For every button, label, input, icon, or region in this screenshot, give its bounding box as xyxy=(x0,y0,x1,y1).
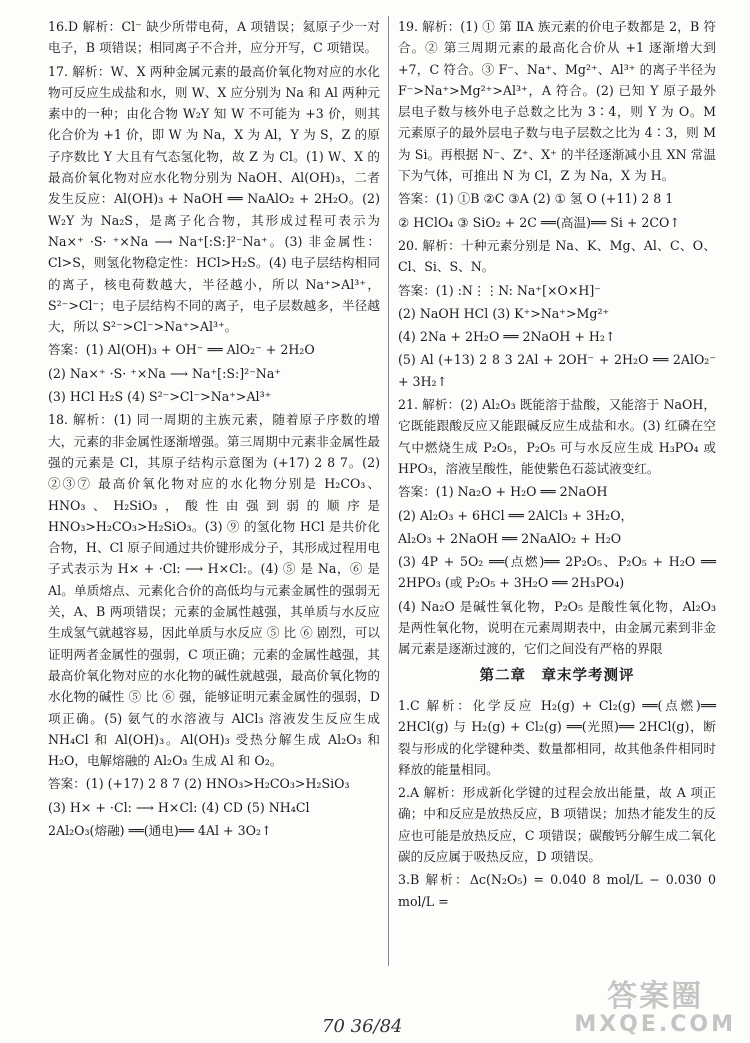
q21-answer-1: 答案：(1) Na₂O + H₂O ══ 2NaOH xyxy=(398,484,608,500)
q21-analysis: 21. 解析：(2) Al₂O₃ 既能溶于盐酸，又能溶于 NaOH，它既能跟酸反应又能跟碱反应生成盐和水。(3) 红磷在空气中燃烧生成 P₂O₅，P₂O₅ 可与水反应生成 H₃PO₄ 或 HPO₃，溶液呈酸性，能使紫色石蕊试液变红。 xyxy=(398,397,716,476)
q19-analysis: 19. 解析：(1) ① 第 ⅡA 族元素的价电子数都是 2，B 符合。② 第三周期元素的最高化合价从 +1 逐渐增大到 +7，C 符合。③ F⁻、Na⁺、Mg²⁺、Al³⁺ 的离子半径为 F⁻>Na⁺>Mg²⁺>Al³⁺，A 符合。(2) 已知 Y 原子最外层电子数与核外电子总数之比为 3∶4，则 Y 为 O。M 元素原子的最外层电子数与电子层数之比为 4∶3，则 M 为 Si。再根据 N⁻、Z⁺、X⁺ 的半径逐渐减小且 XN 常温下为气体，可推出 N 为 Cl，Z 为 Na，X 为 H。 xyxy=(398,19,716,184)
q17-analysis: 17. 解析：W、X 两种金属元素的最高价氧化物对应的水化物可反应生成盐和水，则 W、X 应分别为 Na 和 Al 两种元素中的一种；由化合物 W₂Y 知 W 不可能为 +3 价，则其化合价为 +1 价，即 W 为 Na，X 为 Al，Y 为 S，Z 的原子序数比 Y 大且有气态氢化物，故 Z 为 Cl。(1) W、X 的最高价氧化物对应水化物分别为 NaOH、Al(OH)₃，二者发生反应：Al(OH)₃ + NaOH ══ NaAlO₂ + 2H₂O。(2) W₂Y 为 Na₂S，是离子化合物，其形成过程可表示为 Na×⁺ ·S· ⁺×Na ⟶ Na⁺[:S:]²⁻Na⁺。(3) 非金属性：Cl>S，则氢化物稳定性：HCl>H₂S。(4) 电子层结构相同的离子，核电荷数越大，半径越小，所以 Na⁺>Al³⁺，S²⁻>Cl⁻；电子层结构不同的离子，电子层数越多，半径越大，所以 S²⁻>Cl⁻>Na⁺>Al³⁺。 xyxy=(48,63,380,335)
column-divider xyxy=(388,16,389,966)
q20-answer-4: (5) Al (+13) 2 8 3 2Al + 2OH⁻ + 2H₂O ══ 2AlO₂⁻ + 3H₂↑ xyxy=(398,352,716,389)
q21-answer-2: (2) Al₂O₃ + 6HCl ══ 2AlCl₃ + 3H₂O， xyxy=(398,507,634,523)
q20-answer-3: (4) 2Na + 2H₂O ══ 2NaOH + H₂↑ xyxy=(398,329,616,345)
q17-answer-3: (3) HCl H₂S (4) S²⁻>Cl⁻>Na⁺>Al³⁺ xyxy=(48,389,272,405)
chapter-q1: 1.C 解析：化学反应 H₂(g) + Cl₂(g) ══(点燃)══ 2HCl(g) 与 H₂(g) + Cl₂(g) ══(光照)══ 2HCl(g)，断裂与形成的化学键种类、数量都相同，故其他条件相同时释放的能量相同。 xyxy=(398,697,716,777)
q19-answer-1: 答案：(1) ①B ②C ③A (2) ① 氢 O (+11) 2 8 1 xyxy=(398,191,674,207)
q20-analysis: 20. 解析：十种元素分别是 Na、K、Mg、Al、C、O、Cl、Si、S、N。 xyxy=(398,237,716,275)
chapter-q2: 2.A 解析：形成新化学键的过程会放出能量，故 A 项正确；中和反应是放热反应，B 项错误；加热才能发生的反应也可能是放热反应，C 项错误；碳酸钙分解生成二氧化碳的反应属于吸热反应，D 项错误。 xyxy=(398,785,716,864)
handwritten-page-number: 70 36/84 xyxy=(322,1016,403,1037)
q20-answer-1: 答案：(1) :N⋮⋮N: Na⁺[×O×H]⁻ xyxy=(398,282,601,298)
right-column xyxy=(398,16,716,914)
watermark-bottom: MXQE.COM xyxy=(574,1012,736,1037)
site-watermark xyxy=(574,981,736,1037)
q18-answer-1: 答案：(1) (+17) 2 8 7 (2) HNO₃>H₂CO₃>H₂SiO₃ xyxy=(48,776,350,792)
q16-text: 16.D 解析：Cl⁻ 缺少所带电荷，A 项错误；氦原子少一对电子，B 项错误；相同离子不合并，应分开写，C 项错误。 xyxy=(48,19,380,56)
q21-answer-4: (3) 4P + 5O₂ ══(点燃)══ 2P₂O₅、P₂O₅ + H₂O ══ 2HPO₃ (或 P₂O₅ + 3H₂O ══ 2H₃PO₄) xyxy=(398,554,716,591)
chapter-q3: 3.B 解析：Δc(N₂O₅) = 0.040 8 mol/L − 0.030 0 mol/L = xyxy=(398,872,716,909)
left-column xyxy=(48,16,380,843)
q18-analysis: 18. 解析：(1) 同一周期的主族元素，随着原子序数的增大，元素的非金属性逐渐增强。第三周期中元素非金属性最强的元素是 Cl，其原子结构示意图为 (+17) 2 8 7。(2) ②③⑦ 最高价氧化物对应的水化物分别是 H₂CO₃、HNO₃、H₂SiO₃，酸性由强到弱的顺序是 HNO₃>H₂CO₃>H₂SiO₃。(3) ⑨ 的氢化物 HCl 是共价化合物，H、Cl 原子间通过共价键形成分子，其形成过程用电子式表示为 H× + ·Cl: ⟶ H×Cl:。(4) ⑤ 是 Na，⑥ 是 Al。单质熔点、元素化合价的高低均与元素金属性的强弱无关，A、B 两项错误；元素的金属性越强，其单质与水反应生成氢气就越容易，因此单质与水反应 ⑤ 比 ⑥ 剧烈，可以证明两者金属性的强弱，C 项正确；元素的金属性越强，其最高价氧化物对应的水化物的碱性就越强，最高价氧化物的水化物的碱性 ⑤ 比 ⑥ 强，能够证明元素金属性的强弱，D 项正确。(5) 氨气的水溶液与 AlCl₃ 溶液发生反应生成 NH₄Cl 和 Al(OH)₃。Al(OH)₃ 受热分解生成 Al₂O₃ 和 H₂O，电解熔融的 Al₂O₃ 生成 Al 和 O₂。 xyxy=(48,412,380,769)
q19-answer-2: ② HClO₄ ③ SiO₂ + 2C ══(高温)══ Si + 2CO↑ xyxy=(398,214,680,230)
q21-answer-3: Al₂O₃ + 2NaOH ══ 2NaAlO₂ + H₂O xyxy=(398,530,622,546)
q17-answer-2: (2) Na×⁺ ·S· ⁺×Na ⟶ Na⁺[:S:]²⁻Na⁺ xyxy=(48,365,281,381)
q21-answer-5: (4) Na₂O 是碱性氧化物，P₂O₅ 是酸性氧化物，Al₂O₃ 是两性氧化物，说明在元素周期表中，由金属元素到非金属元素是逐渐过渡的，它们之间没有严格的界限 xyxy=(398,598,716,657)
q17-answer-1: 答案：(1) Al(OH)₃ + OH⁻ ══ AlO₂⁻ + 2H₂O xyxy=(48,342,315,358)
q18-answer-2: (3) H× + ·Cl: ⟶ H×Cl: (4) CD (5) NH₄Cl xyxy=(48,799,310,815)
watermark-top: 答案圈 xyxy=(607,979,704,1014)
q18-answer-3: 2Al₂O₃(熔融) ══(通电)══ 4Al + 3O₂↑ xyxy=(48,822,272,838)
q20-answer-2: (2) NaOH HCl (3) K⁺>Na⁺>Mg²⁺ xyxy=(398,305,610,321)
chapter-title: 第二章 章末学考测评 xyxy=(479,667,635,684)
